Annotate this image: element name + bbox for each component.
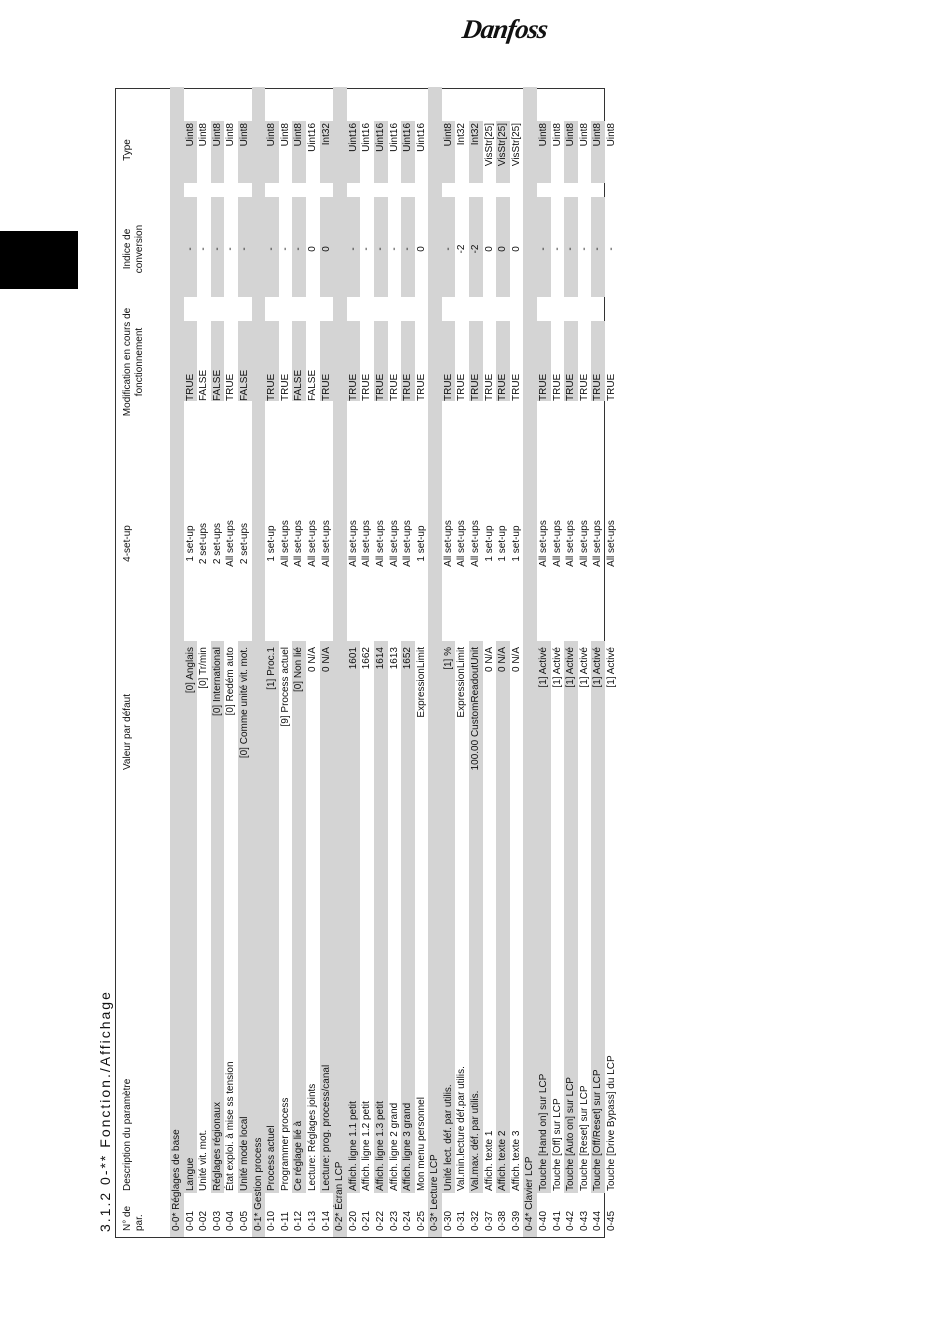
change-during-operation-cell: TRUE — [361, 373, 373, 401]
conversion-index-cell: - — [388, 247, 400, 251]
description-cell: Langue — [184, 1157, 196, 1191]
description-cell: État exploi. à mise ss tension — [225, 1061, 237, 1191]
table-row — [388, 87, 402, 1237]
table-row — [279, 87, 293, 1237]
setup-cell: All set-ups — [225, 520, 237, 567]
group-title: 0-0* Réglages de base — [171, 1129, 182, 1231]
default-value-cell: 1601 — [347, 647, 359, 670]
change-during-operation-cell: TRUE — [483, 373, 495, 401]
conversion-index-cell: - — [538, 247, 550, 251]
default-value-cell: [1] Activé — [565, 647, 577, 688]
type-cell: Uint8 — [606, 123, 617, 147]
header-setup: 4-set-up — [122, 525, 133, 562]
change-during-operation-cell: TRUE — [497, 373, 509, 401]
change-during-operation-cell: TRUE — [347, 373, 359, 401]
type-cell: VisStr[25] — [497, 123, 509, 167]
table-row — [401, 87, 415, 1237]
default-value-cell: 0 N/A — [320, 647, 332, 673]
conversion-index-cell: - — [198, 247, 210, 251]
description-cell: Unité lect. déf. par utilis. — [442, 1084, 454, 1191]
type-cell: Int32 — [470, 123, 482, 146]
param-number-cell: 0-39 — [510, 1210, 522, 1231]
conversion-index-cell: 0 — [415, 246, 427, 252]
conversion-index-cell: - — [578, 247, 590, 251]
table-row — [415, 87, 429, 1237]
description-cell: Ce réglage lié à — [293, 1120, 305, 1191]
param-number-cell: 0-41 — [551, 1210, 563, 1231]
change-during-operation-cell: FALSE — [211, 369, 223, 401]
conversion-index-cell: 0 — [483, 246, 495, 252]
table-row — [184, 87, 198, 1237]
param-number-cell: 0-03 — [211, 1210, 223, 1231]
setup-cell: All set-ups — [578, 520, 590, 567]
group-header-row — [252, 87, 266, 1237]
param-number-cell: 0-11 — [279, 1211, 291, 1231]
change-during-operation-cell: FALSE — [238, 369, 250, 401]
param-number-cell: 0-45 — [606, 1210, 617, 1231]
description-cell: Touche [Reset] sur LCP — [578, 1085, 590, 1191]
default-value-cell: [0] Anglais — [184, 647, 196, 694]
description-cell: Touche [Off] sur LCP — [551, 1098, 563, 1191]
conversion-index-cell: - — [225, 247, 237, 251]
setup-cell: 1 set-up — [510, 525, 522, 562]
type-cell: Uint8 — [225, 123, 237, 147]
change-during-operation-cell: TRUE — [442, 373, 454, 401]
type-cell: VisStr[25] — [510, 123, 522, 167]
default-value-cell: ExpressionLimit — [415, 647, 427, 718]
table-row — [211, 87, 225, 1237]
change-during-operation-cell: FALSE — [198, 369, 210, 401]
header-param-number: N° de par. — [122, 1205, 145, 1231]
description-cell: Affich. ligne 2 grand — [388, 1102, 400, 1191]
param-number-cell: 0-40 — [538, 1210, 550, 1231]
default-value-cell: [1] Activé — [592, 647, 604, 688]
description-cell: Unité mode local — [238, 1116, 250, 1191]
rotated-page-content — [95, 78, 617, 1238]
table-row — [347, 87, 361, 1237]
default-value-cell: 0 N/A — [306, 647, 318, 673]
group-header-row — [428, 87, 442, 1237]
change-during-operation-cell: TRUE — [510, 373, 522, 401]
conversion-index-cell: 0 — [306, 246, 318, 252]
setup-cell: All set-ups — [470, 520, 482, 567]
change-during-operation-cell: TRUE — [402, 373, 414, 401]
group-band — [333, 87, 347, 1237]
param-number-cell: 0-02 — [198, 1210, 210, 1231]
description-cell: Touche [Off/Reset] sur LCP — [592, 1069, 604, 1191]
group-title: 0-1* Gestion process — [252, 1137, 264, 1231]
default-value-cell: [1] Activé — [551, 647, 563, 688]
default-value-cell: 1652 — [402, 647, 414, 670]
table-row — [360, 87, 374, 1237]
type-cell: Uint8 — [293, 123, 305, 147]
description-cell: Touche [Hand on] sur LCP — [538, 1073, 550, 1191]
default-value-cell: 0 N/A — [483, 647, 495, 673]
table-row — [537, 87, 551, 1237]
setup-cell: 2 set-ups — [198, 522, 210, 565]
param-number-cell: 0-05 — [238, 1210, 250, 1231]
conversion-index-cell: - — [565, 247, 577, 251]
table-row — [320, 87, 334, 1237]
conversion-index-cell: - — [606, 247, 617, 251]
param-number-cell: 0-23 — [388, 1210, 400, 1231]
description-cell: Lecture: prog. process/canal — [320, 1064, 332, 1191]
conversion-index-cell: - — [238, 247, 250, 251]
table-row — [224, 87, 238, 1237]
setup-cell: All set-ups — [565, 520, 577, 567]
change-during-operation-cell: TRUE — [266, 373, 278, 401]
setup-cell: 1 set-up — [184, 525, 196, 562]
conversion-index-cell: 0 — [320, 246, 332, 252]
conversion-index-cell: - — [266, 247, 278, 251]
setup-cell: All set-ups — [347, 520, 359, 567]
table-row — [578, 87, 592, 1237]
group-band — [252, 87, 266, 1237]
default-value-cell: [1] % — [442, 647, 454, 670]
default-value-cell: [0] Redém auto — [225, 647, 237, 716]
default-value-cell: 1613 — [388, 647, 400, 670]
chapter-tab-marker — [0, 231, 78, 289]
description-cell: Réglages régionaux — [211, 1102, 223, 1191]
type-cell: Uint8 — [538, 123, 550, 147]
default-value-cell: ExpressionLimit — [456, 647, 468, 718]
param-number-cell: 0-21 — [361, 1210, 373, 1231]
conversion-index-cell: 0 — [510, 246, 522, 252]
table-body — [170, 87, 619, 1237]
change-during-operation-cell: TRUE — [606, 373, 617, 401]
header-type: Type — [122, 139, 133, 161]
description-cell: Affich. ligne 1.3 petit — [374, 1101, 386, 1191]
param-number-cell: 0-10 — [266, 1210, 278, 1231]
header-change-during-operation: Modification en cours de fonctionnement — [122, 307, 145, 417]
setup-cell: All set-ups — [402, 520, 414, 567]
description-cell: Affich. ligne 1.2 petit — [361, 1101, 373, 1191]
type-cell: Uint16 — [388, 123, 400, 152]
param-number-cell: 0-30 — [442, 1210, 454, 1231]
change-during-operation-cell: TRUE — [415, 373, 427, 401]
setup-cell: All set-ups — [293, 520, 305, 567]
group-band — [428, 87, 442, 1237]
table-row — [496, 87, 510, 1237]
description-cell: Unité vit. mot. — [198, 1129, 210, 1191]
description-cell: Val.min.lecture déf.par utilis. — [456, 1066, 468, 1191]
type-cell: Uint16 — [361, 123, 373, 152]
conversion-index-cell: - — [279, 247, 291, 251]
default-value-cell: 0 N/A — [497, 647, 509, 673]
default-value-cell: 100.00 CustomReadoutUnit — [470, 647, 482, 771]
table-row — [442, 87, 456, 1237]
change-during-operation-cell: FALSE — [293, 369, 305, 401]
header-description: Description du paramètre — [122, 1078, 133, 1191]
table-row — [564, 87, 578, 1237]
setup-cell: 1 set-up — [497, 525, 509, 562]
setup-cell: All set-ups — [442, 520, 454, 567]
type-cell: Uint8 — [266, 123, 278, 147]
param-number-cell: 0-37 — [483, 1210, 495, 1231]
param-number-cell: 0-24 — [402, 1210, 414, 1231]
group-band — [170, 87, 184, 1237]
description-cell: Affich. texte 2 — [497, 1130, 509, 1191]
setup-cell: 2 set-ups — [211, 522, 223, 565]
description-cell: Programmer process — [279, 1097, 291, 1191]
conversion-index-cell: - — [347, 247, 359, 251]
group-title: 0-3* Lecture LCP — [429, 1154, 441, 1231]
setup-cell: All set-ups — [538, 520, 550, 567]
description-cell: Touche [Auto on] sur LCP — [565, 1077, 577, 1191]
default-value-cell: [1] Activé — [538, 647, 550, 688]
table-row — [197, 87, 211, 1237]
conversion-index-cell: - — [592, 247, 604, 251]
param-number-cell: 0-22 — [374, 1210, 386, 1231]
change-during-operation-cell: FALSE — [306, 369, 318, 401]
description-cell: Mon menu personnel — [415, 1097, 427, 1191]
type-cell: Uint8 — [279, 123, 291, 147]
type-cell: VisStr[25] — [483, 123, 495, 167]
type-cell: Uint8 — [565, 123, 577, 147]
change-during-operation-cell: TRUE — [374, 373, 386, 401]
setup-cell: All set-ups — [551, 520, 563, 567]
group-header-row — [523, 87, 537, 1237]
type-cell: Uint16 — [306, 123, 318, 152]
description-cell: Affich. texte 1 — [483, 1130, 495, 1191]
change-during-operation-cell: TRUE — [551, 373, 563, 401]
setup-cell: All set-ups — [374, 520, 386, 567]
description-cell: Val.max. déf. par utilis. — [470, 1090, 482, 1191]
description-cell: Affich. texte 3 — [510, 1130, 522, 1191]
danfoss-logo: Danfoss — [460, 14, 550, 44]
change-during-operation-cell: TRUE — [565, 373, 577, 401]
type-cell: Int32 — [320, 123, 332, 146]
default-value-cell: 1614 — [374, 647, 386, 670]
table-row — [265, 87, 279, 1237]
type-cell: Uint16 — [402, 123, 414, 152]
conversion-index-cell: - — [442, 247, 454, 251]
setup-cell: All set-ups — [320, 520, 332, 567]
param-number-cell: 0-04 — [225, 1210, 237, 1231]
description-cell: Affich. ligne 3 grand — [402, 1102, 414, 1191]
type-cell: Uint8 — [551, 123, 563, 147]
conversion-index-cell: - — [293, 247, 305, 251]
type-cell: Uint8 — [442, 123, 454, 147]
group-header-row — [170, 87, 184, 1237]
type-cell: Uint8 — [184, 123, 196, 147]
default-value-cell: [0] Non lié — [293, 647, 305, 693]
type-cell: Uint8 — [211, 123, 223, 147]
table-row — [483, 87, 497, 1237]
setup-cell: All set-ups — [456, 520, 468, 567]
param-number-cell: 0-20 — [347, 1210, 359, 1231]
table-row — [238, 87, 252, 1237]
param-number-cell: 0-13 — [306, 1210, 318, 1231]
section-title: 3.1.2 0-** Fonction./Affichage — [97, 990, 113, 1232]
conversion-index-cell: - — [551, 247, 563, 251]
param-number-cell: 0-31 — [456, 1210, 468, 1231]
conversion-index-cell: -2 — [470, 244, 482, 254]
type-cell: Uint8 — [238, 123, 250, 147]
group-band — [523, 87, 537, 1237]
default-value-cell: [9] Process actuel — [279, 647, 291, 727]
conversion-index-cell: -2 — [456, 244, 468, 254]
type-cell: Int32 — [456, 123, 468, 146]
table-row — [469, 87, 483, 1237]
param-number-cell: 0-32 — [470, 1210, 482, 1231]
default-value-cell: 0 N/A — [510, 647, 522, 673]
change-during-operation-cell: TRUE — [184, 373, 196, 401]
conversion-index-cell: - — [184, 247, 196, 251]
conversion-index-cell: - — [402, 247, 414, 251]
table-row — [510, 87, 524, 1237]
header-conversion-index: Indice de conversion — [122, 224, 145, 274]
param-number-cell: 0-38 — [497, 1210, 509, 1231]
type-cell: Uint16 — [374, 123, 386, 152]
table-row — [455, 87, 469, 1237]
table-row — [306, 87, 320, 1237]
change-during-operation-cell: TRUE — [456, 373, 468, 401]
param-number-cell: 0-43 — [578, 1210, 590, 1231]
description-cell: Touche [Drive Bypass] du LCP — [606, 1055, 617, 1191]
change-during-operation-cell: TRUE — [320, 373, 332, 401]
param-number-cell: 0-01 — [184, 1210, 196, 1231]
setup-cell: All set-ups — [279, 520, 291, 567]
conversion-index-cell: - — [374, 247, 386, 251]
change-during-operation-cell: TRUE — [578, 373, 590, 401]
setup-cell: All set-ups — [592, 520, 604, 567]
type-cell: Uint16 — [347, 123, 359, 152]
table-row — [374, 87, 388, 1237]
setup-cell: 1 set-up — [483, 525, 495, 562]
change-during-operation-cell: TRUE — [470, 373, 482, 401]
default-value-cell: [1] Activé — [606, 647, 617, 688]
conversion-index-cell: 0 — [497, 246, 509, 252]
default-value-cell: [0] Tr/min — [198, 647, 210, 689]
table-row — [591, 87, 605, 1237]
change-during-operation-cell: TRUE — [538, 373, 550, 401]
setup-cell: 2 set-ups — [238, 522, 250, 565]
setup-cell: 1 set-up — [266, 525, 278, 562]
default-value-cell: [0] International — [211, 647, 223, 716]
change-during-operation-cell: TRUE — [592, 373, 604, 401]
group-title: 0-4* Clavier LCP — [524, 1156, 536, 1231]
parameter-table — [115, 88, 617, 1238]
table-row — [551, 87, 565, 1237]
group-header-row — [333, 87, 347, 1237]
type-cell: Uint8 — [578, 123, 590, 147]
description-cell: Process actuel — [266, 1125, 278, 1191]
change-during-operation-cell: TRUE — [225, 373, 237, 401]
default-value-cell: 1662 — [361, 647, 373, 670]
conversion-index-cell: - — [361, 247, 373, 251]
setup-cell: All set-ups — [388, 520, 400, 567]
setup-cell: 1 set-up — [415, 525, 427, 562]
change-during-operation-cell: TRUE — [388, 373, 400, 401]
header-default-value: Valeur par défaut — [122, 694, 133, 770]
change-during-operation-cell: TRUE — [279, 373, 291, 401]
param-number-cell: 0-42 — [565, 1210, 577, 1231]
setup-cell: All set-ups — [306, 520, 318, 567]
param-number-cell: 0-25 — [415, 1210, 427, 1231]
default-value-cell: [1] Activé — [578, 647, 590, 688]
type-cell: Uint8 — [198, 123, 210, 147]
default-value-cell: [1] Proc.1 — [266, 647, 278, 690]
table-row — [605, 87, 619, 1237]
type-cell: Uint16 — [415, 123, 427, 152]
param-number-cell: 0-12 — [293, 1210, 305, 1231]
type-cell: Uint8 — [592, 123, 604, 147]
table-row — [292, 87, 306, 1237]
default-value-cell: [0] Comme unité vit. mot. — [238, 647, 250, 759]
setup-cell: All set-ups — [606, 520, 617, 567]
param-number-cell: 0-14 — [320, 1210, 332, 1231]
conversion-index-cell: - — [211, 247, 223, 251]
setup-cell: All set-ups — [361, 520, 373, 567]
group-title: 0-2* Écran LCP — [334, 1161, 346, 1231]
description-cell: Lecture: Réglages joints — [306, 1083, 318, 1191]
description-cell: Affich. ligne 1.1 petit — [347, 1101, 359, 1191]
param-number-cell: 0-44 — [592, 1210, 604, 1231]
